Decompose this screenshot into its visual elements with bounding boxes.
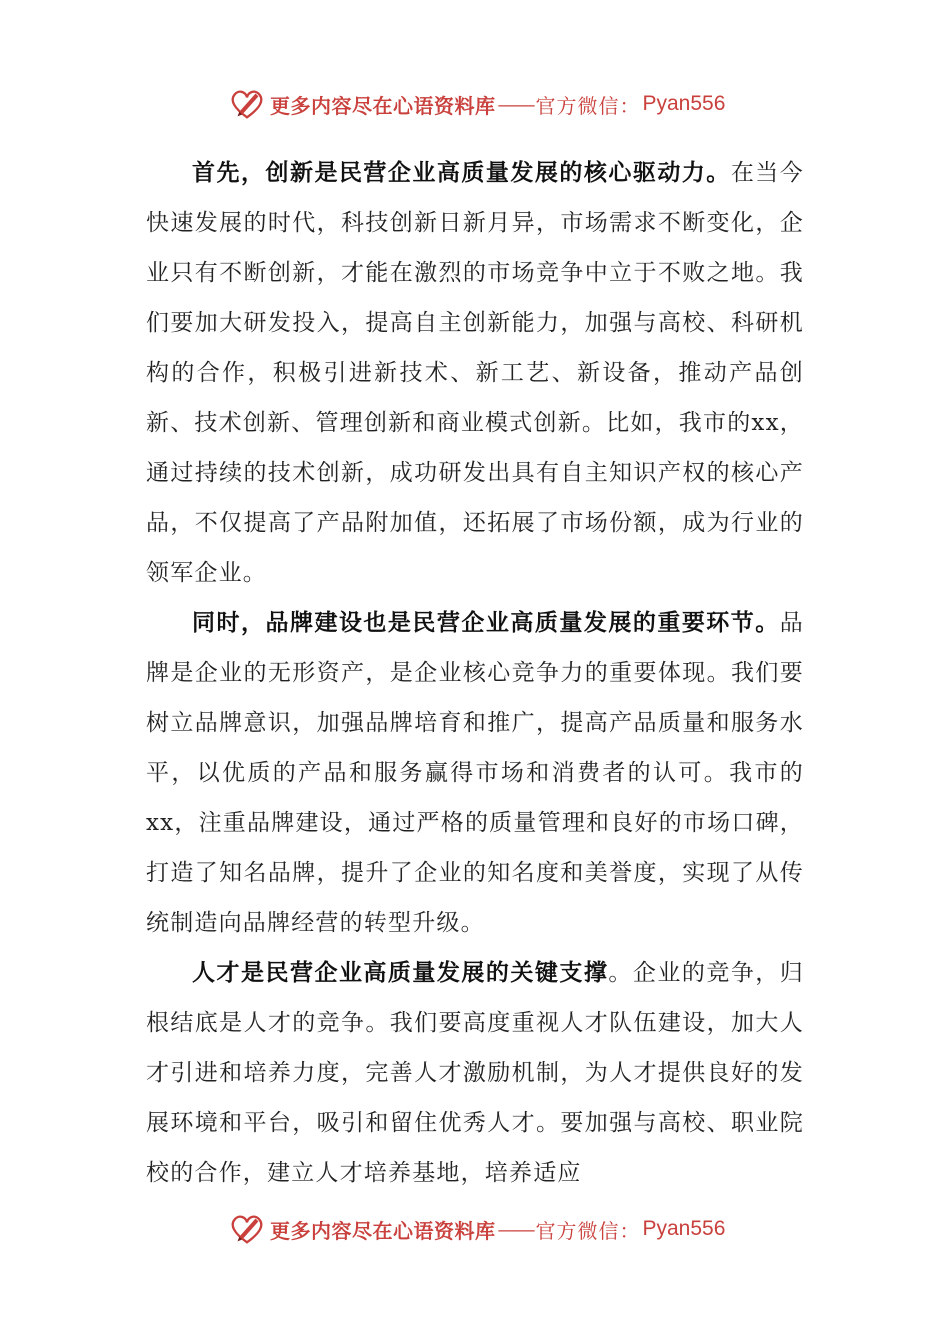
paragraph-body: 在当今快速发展的时代，科技创新日新月异，市场需求不断变化，企业只有不断创新，才能在激烈的市场竞争中立于不败之地。我们要加大研发投入，提高自主创新能力，加强与高校、科研机构的合作，积极引进新技术、新工艺、新设备，推动产品创新、技术创新、管理创新和商业模式创新。比如，我市的xx，通过持续的技术创新，成功研发出具有自主知识产权的核心产品，不仅提高了产品附加值，还拓展了市场份额，成为行业的领军企业。	[146, 160, 804, 586]
paragraph-lead: 首先，创新是民营企业高质量发展的核心驱动力。	[192, 159, 731, 186]
paragraph-lead: 人才是民营企业高质量发展的关键支撑	[192, 959, 609, 986]
paragraph-lead: 同时，品牌建设也是民营企业高质量发展的重要环节。	[192, 609, 780, 636]
paragraph-talent	[146, 948, 804, 1198]
watermark-label: 官方微信：	[535, 93, 641, 118]
paragraph-innovation	[146, 148, 804, 598]
pen-heart-logo-icon	[228, 85, 266, 123]
paragraph-brand	[146, 598, 804, 948]
watermark-wechat-id: Pyan556	[642, 92, 726, 115]
watermark-label: 官方微信：	[535, 1218, 641, 1243]
watermark-dash: ——	[497, 92, 534, 116]
watermark-main-text: 更多内容尽在心语资料库	[270, 93, 496, 118]
paragraph-body: 品牌是企业的无形资产，是企业核心竞争力的重要体现。我们要树立品牌意识，加强品牌培育和推广，提高产品质量和服务水平，以优质的产品和服务赢得市场和消费者的认可。我市的xx，注重品牌建设，通过严格的质量管理和良好的市场口碑，打造了知名品牌，提升了企业的知名度和美誉度，实现了从传统制造向品牌经营的转型升级。	[146, 610, 804, 936]
pen-heart-logo-icon	[228, 1210, 266, 1248]
watermark-wechat-id: Pyan556	[642, 1217, 726, 1240]
footer-watermark	[228, 1207, 725, 1251]
header-watermark	[228, 82, 725, 126]
watermark-dash: ——	[497, 1217, 534, 1241]
paragraph-body: 。企业的竞争，归根结底是人才的竞争。我们要高度重视人才队伍建设，加大人才引进和培养力度，完善人才激励机制，为人才提供良好的发展环境和平台，吸引和留住优秀人才。要加强与高校、职业院校的合作，建立人才培养基地，培养适应	[146, 960, 804, 1186]
body-text	[146, 148, 804, 1198]
watermark-main-text: 更多内容尽在心语资料库	[270, 1218, 496, 1243]
